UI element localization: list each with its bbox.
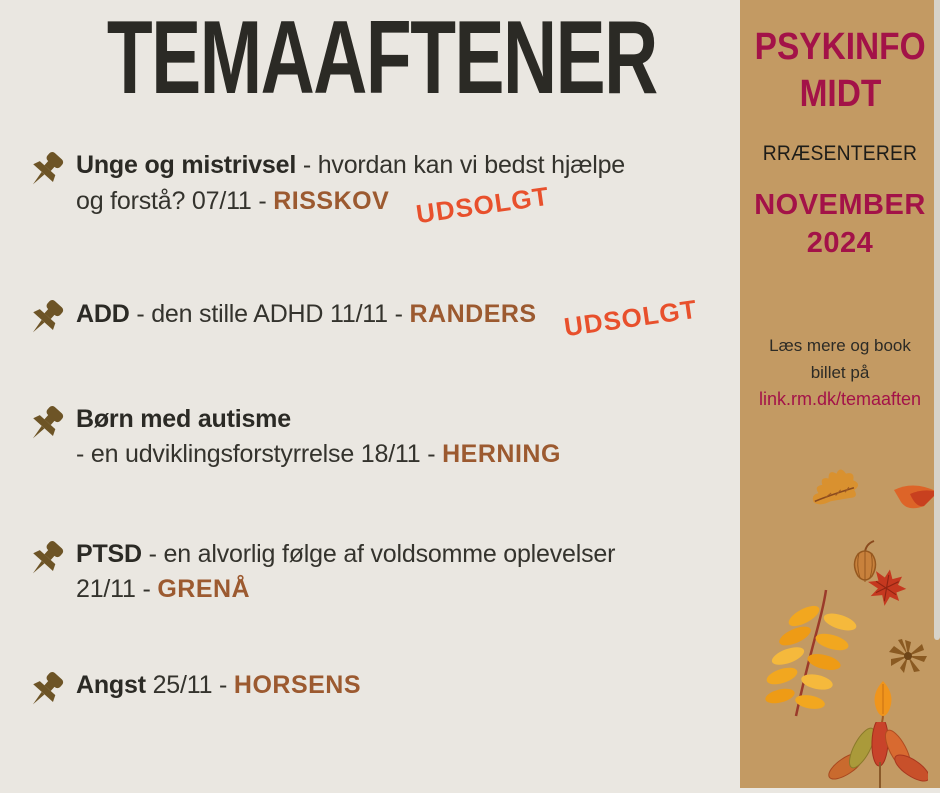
month-label — [740, 186, 940, 262]
month-line2: 2024 — [806, 227, 874, 259]
brand-line2: MIDT — [799, 73, 881, 115]
event-line — [76, 537, 615, 572]
pushpin-icon — [26, 404, 64, 451]
sidebar — [740, 0, 940, 788]
event-location: HERNING — [442, 440, 561, 468]
event-text: - den stille ADHD 11/11 - — [129, 300, 410, 328]
event-location: HORSENS — [233, 671, 362, 699]
physalis-pod-icon — [848, 540, 882, 591]
cta-line1: Læs mere og book — [769, 336, 911, 355]
event-line — [76, 293, 699, 343]
pushpin-icon — [26, 539, 64, 586]
event-text: 25/11 - — [145, 671, 234, 699]
pushpin-icon — [26, 298, 64, 345]
oak-leaf-icon — [812, 466, 870, 523]
event-item-ptsd — [26, 537, 615, 607]
event-text: 21/11 - — [76, 575, 158, 603]
event-item-add — [26, 293, 699, 345]
pushpin-icon — [26, 150, 64, 197]
event-line — [76, 572, 615, 607]
booking-link[interactable]: link.rm.dk/temaaften — [758, 389, 922, 409]
event-title: Børn med autisme — [76, 405, 291, 433]
presents-label: RRÆSENTERER — [762, 142, 918, 165]
brand-title — [740, 24, 940, 118]
event-line — [76, 180, 625, 230]
small-orange-leaf-icon — [868, 680, 898, 733]
event-text: - hvordan kan vi bedst hjælpe — [296, 151, 625, 179]
event-line — [76, 148, 625, 183]
event-text: - en alvorlig følge af voldsomme oplevelser — [141, 540, 616, 568]
page-title — [0, 0, 740, 116]
sold-out-stamp: UDSOLGT — [561, 293, 699, 343]
event-location: RANDERS — [409, 300, 537, 328]
event-location: GRENÅ — [157, 575, 251, 603]
maple-leaf-icon — [860, 568, 912, 613]
event-line — [76, 437, 561, 472]
event-line — [76, 668, 361, 703]
event-text: og forstå? 07/11 - — [76, 187, 274, 215]
creeper-leaf-icon — [828, 722, 928, 793]
event-location: RISSKOV — [273, 187, 390, 215]
page-title-text: TEMAAFTENER — [106, 0, 657, 116]
event-title: Angst — [76, 671, 146, 699]
pushpin-icon — [26, 670, 64, 717]
event-title: PTSD — [76, 540, 142, 568]
scrollbar[interactable] — [934, 0, 940, 640]
event-title: ADD — [76, 300, 130, 328]
cta-text — [740, 332, 940, 386]
event-item-born-med-autisme — [26, 402, 561, 472]
rowan-leaf-icon — [762, 588, 882, 733]
event-item-unge-og-mistrivsel — [26, 148, 625, 230]
month-line1: NOVEMBER — [754, 189, 926, 221]
event-line — [76, 402, 561, 437]
brand-line1: PSYKINFO — [754, 26, 926, 68]
red-leaf-fragment-icon — [892, 480, 940, 517]
event-item-angst — [26, 668, 361, 717]
star-anise-icon — [888, 638, 928, 679]
sold-out-stamp: UDSOLGT — [414, 180, 552, 230]
cta-line2: billet på — [810, 363, 870, 382]
event-title: Unge og mistrivsel — [76, 151, 297, 179]
event-text: - en udviklingsforstyrrelse 18/11 - — [76, 440, 443, 468]
